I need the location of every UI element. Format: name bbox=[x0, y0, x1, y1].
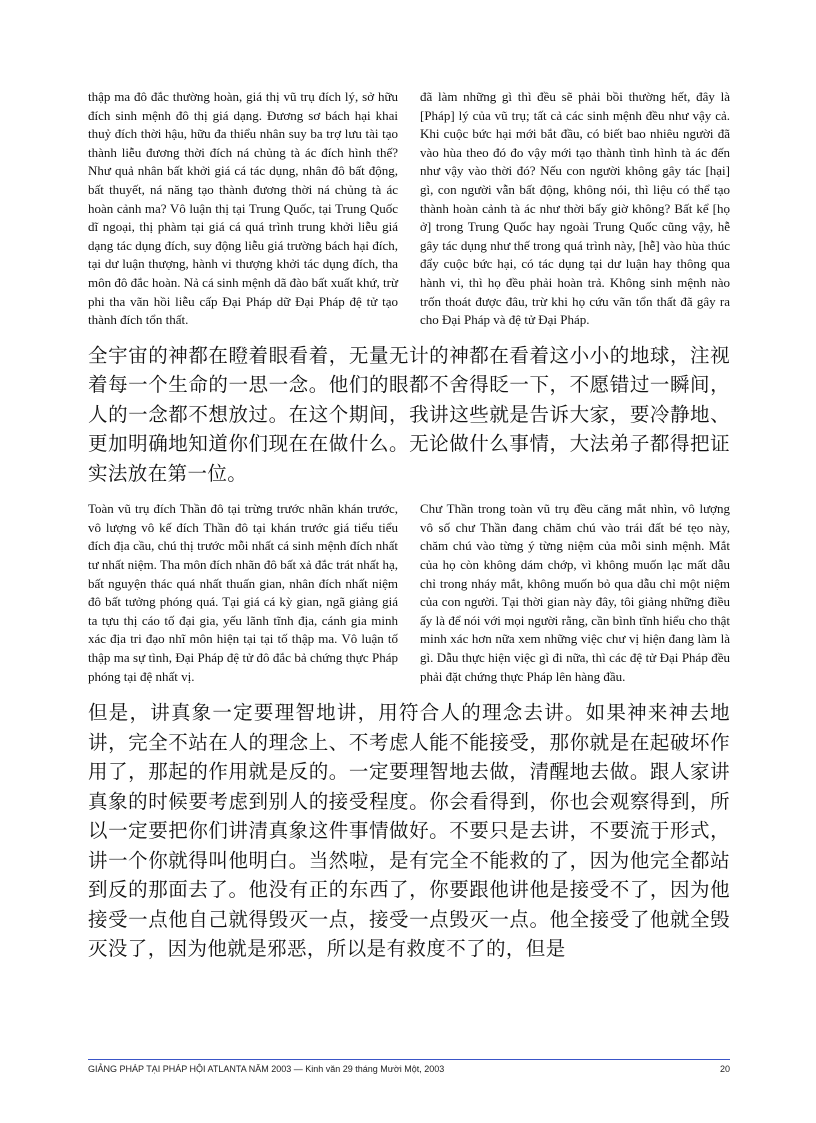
vietnamese-phonetic-paragraph-2: Toàn vũ trụ đích Thần đô tại trừng trước nhãn khán trước, vô lượng vô kế đích Thần đô tại khán trước giá tiểu tiểu đích địa cầu, chú thị trước mỗi nhất cá sinh mệnh đích nhất tư nhất niệm. Tha môn đích nhãn đô bất xả đắc trát nhất hạ, bất nguyện thác quá nhất thuấn gian, nhân đích nhất niệm đô bất tưởng phóng quá. Tại giá cá kỳ gian, ngã giảng giá ta tựu thị cáo tố đại gia, yếu lãnh tĩnh địa, cánh gia minh xác địa tri đạo nhĩ môn hiện tại tại tố thập ma. Vô luận tố thập ma sự tình, Đại Pháp đệ tử đô đắc bả chứng thực Pháp phóng tại đệ nhất vị. bbox=[88, 501, 398, 684]
vietnamese-translation-paragraph-2: Chư Thần trong toàn vũ trụ đều căng mắt nhìn, vô lượng vô số chư Thần đang chăm chú vào trái đất bé tẹo này, chăm chú vào từng ý từng niệm của mỗi sinh mệnh. Mắt của họ còn không dám chớp, vì không muốn lạc mất dẫu chỉ trong nháy mắt, không muốn bỏ qua dẫu chỉ một niệm của con người. Tại thời gian này đây, tôi giảng những điều ấy là để nói với mọi người rằng, cần bình tĩnh hiểu cho thật minh xác hơn nữa xem những việc chư vị hiện đang làm là gì. Dẫu thực hiện việc gì đi nữa, thì các đệ tử Đại Pháp đều phải đặt chứng thực Pháp lên hàng đầu. bbox=[420, 501, 730, 684]
vietnamese-phonetic-paragraph-1: thập ma đô đắc thường hoàn, giá thị vũ trụ đích lý, sở hữu đích sinh mệnh đô thị giá dạng. Đương sơ bách hại khai thuỷ đích thời hậu, hữu đa thiểu nhân suy ba trợ lưu tài tạo thành liễu đương thời đích ná chủng tà ác đích hình thế? Như quả nhân bất khởi giá cá tác dụng, nhân đô bất động, bất thuyết, ná năng tạo thành đương thời ná chủng tà ác hoàn cảnh ma? Vô luận thị tại Trung Quốc, tại Trung Quốc dĩ ngoại, thị phàm tại giá cá quá trình trung khởi liễu giá dạng tác dụng đích, suy động liễu giá trường bách hại đích, tại dư luận thượng, hành vi thượng khởi tác dụng đích, tha môn đô đắc hoàn. Nả cá sinh mệnh dã đào bất xuất khứ, trừ phi tha vãn hồi liễu cấp Đại Pháp dữ Đại Pháp đệ tử tạo thành đích tổn thất. bbox=[88, 89, 398, 328]
footer-divider bbox=[88, 1059, 730, 1060]
vietnamese-translation-paragraph-1: đã làm những gì thì đều sẽ phải bồi thường hết, đây là [Pháp] lý của vũ trụ; tất cả các sinh mệnh đều như vậy cả. Khi cuộc bức hại mới bắt đầu, có biết bao nhiêu người đã vào hùa theo đó đo vậy mới tạo thành tình hình tà ác đến như vậy vào thời đó? Nếu con người không gây tác [hại] gì, con người vẫn bất động, không nói, thì liệu có thể tạo thành hoàn cảnh tà ác như thời bấy giờ không? Bất kể [họ ở] trong Trung Quốc hay ngoài Trung Quốc cũng vậy, hễ gây tác dụng như thế trong quá trình này, [hễ] vào hùa thúc đẩy cuộc bức hại, có tác dụng tại dư luận hay thông qua hành vi, thì họ đều phải hoàn trả. Không sinh mệnh nào trốn thoát được đâu, trừ khi họ cứu vãn tổn thất đã gây ra cho Đại Pháp và đệ tử Đại Pháp. bbox=[420, 89, 730, 328]
page-number: 20 bbox=[719, 1064, 730, 1074]
bilingual-columns-2 bbox=[88, 500, 730, 686]
page-footer bbox=[88, 1064, 730, 1074]
bilingual-columns-1 bbox=[88, 88, 730, 330]
page-content bbox=[88, 88, 730, 964]
footer-title: GIẢNG PHÁP TẠI PHÁP HỘI ATLANTA NĂM 2003 — Kinh văn 29 tháng Mười Một, 2003 bbox=[88, 1064, 445, 1074]
chinese-paragraph-2: 但是，讲真象一定要理智地讲，用符合人的理念去讲。如果神来神去地讲，完全不站在人的理念上、不考虑人能不能接受，那你就是在起破坏作用了，那起的作用就是反的。一定要理智地去做，清醒地去做。跟人家讲真象的时候要考虑到别人的接受程度。你会看得到，你也会观察得到，所以一定要把你们讲清真象这件事情做好。不要只是去讲，不要流于形式，讲一个你就得叫他明白。当然啦，是有完全不能救的了，因为他完全都站到反的那面去了。他没有正的东西了，你要跟他讲他是接受不了，因为他接受一点他自己就得毁灭一点，接受一点毁灭一点。他全接受了他就全毁灭没了，因为他就是邪恶，所以是有救度不了的，但是 bbox=[88, 701, 730, 961]
chinese-paragraph-1: 全宇宙的神都在瞪着眼看着，无量无计的神都在看着这小小的地球，注视着每一个生命的一思一念。他们的眼都不舍得眨一下，不愿错过一瞬间，人的一念都不想放过。在这个期间，我讲这些就是告诉大家，要冷静地、更加明确地知道你们现在在做什么。无论做什么事情，大法弟子都得把证实法放在第一位。 bbox=[88, 343, 730, 485]
